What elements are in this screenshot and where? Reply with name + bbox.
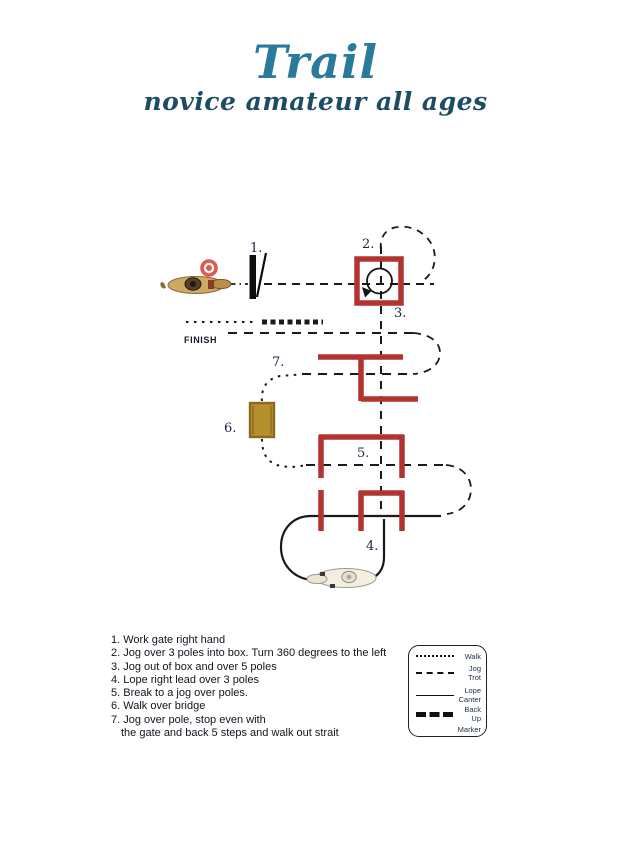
obstacle2-label: 2. xyxy=(362,237,375,252)
legend-trot-label: Trot xyxy=(467,673,481,682)
path-walk-below-bridge xyxy=(262,439,306,467)
back-up-line-sample xyxy=(416,712,453,717)
page-title: Trail xyxy=(253,35,378,89)
finish-label: FINISH xyxy=(184,335,218,345)
instruction-6: 6. Walk over bridge xyxy=(111,700,206,713)
walk-line-sample xyxy=(416,655,454,657)
path-walk-above-bridge xyxy=(262,375,300,402)
lope-line-sample xyxy=(416,695,454,696)
marker-icon xyxy=(202,261,216,275)
legend-row-marker xyxy=(416,722,481,736)
legend-walk-label: Walk xyxy=(464,651,481,661)
horse-rider-finish-icon xyxy=(307,569,376,589)
instruction-5: 5. Break to a jog over poles. xyxy=(111,687,248,700)
legend-row-walk xyxy=(416,650,481,662)
legend-canter-label: Canter xyxy=(458,695,481,704)
obstacle4-label: 4. xyxy=(366,539,379,554)
legend-back-up-label: Back Up xyxy=(464,705,481,723)
bridge-icon xyxy=(250,403,274,437)
legend-row-lope-canter xyxy=(416,685,481,705)
legend-marker-label: Marker xyxy=(457,724,481,734)
instruction-1: 1. Work gate right hand xyxy=(111,634,226,646)
legend-row-jog-trot xyxy=(416,663,481,683)
obstacle6-label: 6. xyxy=(224,421,237,436)
instruction-4: 4. Lope right lead over 3 poles xyxy=(111,673,259,686)
instruction-7: 7. Jog over pole, stop even with xyxy=(111,713,266,726)
obstacle7-label: 7. xyxy=(272,355,285,370)
obstacle4-poles xyxy=(321,490,404,531)
instruction-list xyxy=(111,634,411,740)
path-lines xyxy=(186,227,471,580)
gate-icon xyxy=(250,253,267,299)
obstacle5-label: 5. xyxy=(357,446,370,461)
path-uturn-bottom xyxy=(446,465,471,514)
legend-row-back-up xyxy=(416,707,481,721)
jog-line-sample xyxy=(416,672,454,674)
legend-lope-label: Lope xyxy=(464,686,481,695)
obstacle1-label: 1. xyxy=(250,241,263,256)
obstacle3-label: 3. xyxy=(394,306,407,321)
legend-jog-label: Jog xyxy=(468,664,481,673)
page-subtitle: novice amateur all ages xyxy=(143,87,488,116)
instruction-2: 2. Jog over 3 poles into box. Turn 360 degrees to the left xyxy=(111,647,387,660)
horse-rider-start-icon xyxy=(160,277,231,294)
instruction-7-continued: the gate and back 5 steps and walk out strait xyxy=(121,727,339,740)
legend-jog-trot-label xyxy=(468,664,481,682)
path-uturn-top xyxy=(413,333,440,374)
red-pole-obstacles xyxy=(318,259,418,531)
legend-lope-canter-label xyxy=(458,686,481,704)
obstacle2-box xyxy=(357,259,401,303)
instruction-3: 3. Jog out of box and over 5 poles xyxy=(111,660,277,673)
legend-box xyxy=(408,645,487,737)
obstacle7-poles xyxy=(318,355,418,401)
